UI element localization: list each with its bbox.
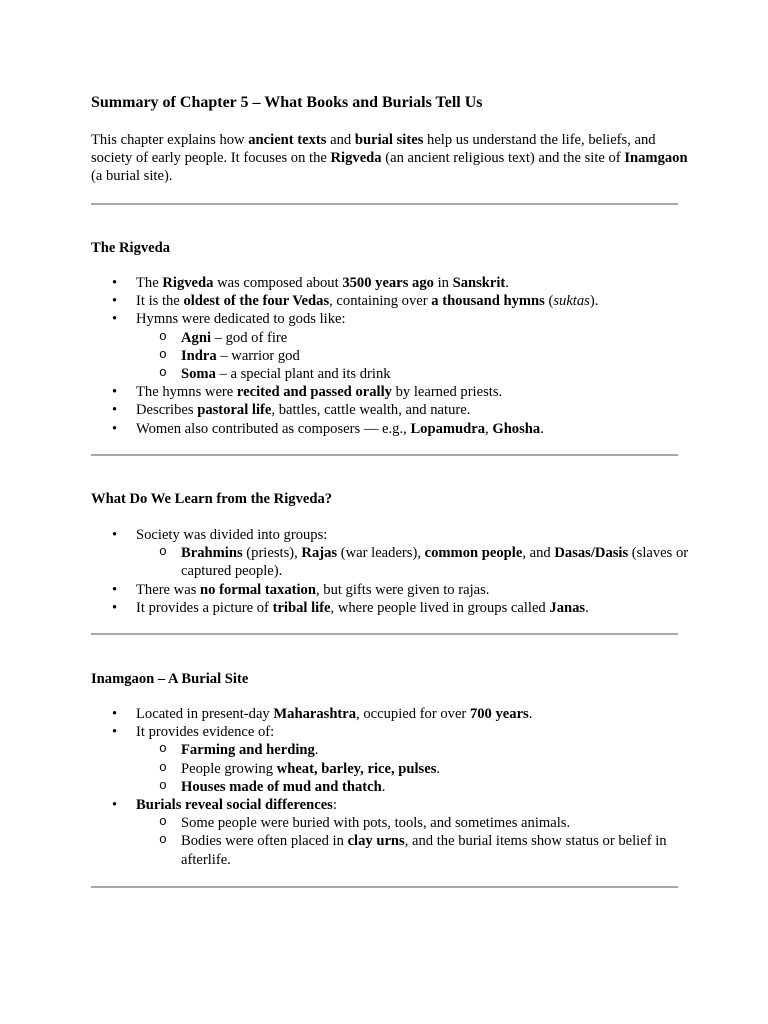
bold-text: a thousand hymns bbox=[431, 293, 545, 310]
section-heading: The Rigveda bbox=[91, 240, 171, 256]
bold-text: tribal life bbox=[272, 599, 331, 616]
bullet-list bbox=[91, 526, 691, 617]
list-item bbox=[91, 383, 691, 401]
bold-text: no formal taxation bbox=[200, 581, 316, 598]
text-run: Society was divided into groups: bbox=[136, 527, 328, 543]
text-run: Describes bbox=[136, 402, 198, 419]
bold-text: Sanskrit bbox=[452, 275, 506, 291]
divider bbox=[91, 203, 678, 205]
bold-text: Burials reveal social differences bbox=[136, 797, 333, 814]
sub-list-item bbox=[136, 832, 691, 868]
list-item bbox=[91, 581, 691, 599]
sub-list-item bbox=[136, 778, 691, 796]
sub-list-item bbox=[136, 347, 691, 365]
bold-text: burial sites bbox=[354, 132, 424, 148]
list-item bbox=[91, 599, 691, 617]
sub-list-item bbox=[136, 329, 691, 347]
text-run: It is the bbox=[136, 293, 184, 310]
sub-list-item bbox=[136, 544, 691, 580]
bold-text: 3500 years ago bbox=[342, 275, 434, 291]
text-run: in bbox=[433, 275, 453, 291]
bold-text: Indra bbox=[181, 347, 217, 364]
text-run: , containing over bbox=[329, 293, 432, 310]
bold-text: Farming and herding bbox=[181, 742, 315, 759]
section-heading: Inamgaon – A Burial Site bbox=[91, 671, 249, 687]
text-run: . bbox=[505, 275, 509, 291]
text-run: ). bbox=[589, 293, 599, 310]
text-run: , but gifts were given to rajas. bbox=[315, 581, 490, 598]
bullet-list bbox=[91, 705, 691, 869]
text-run: Some people were buried with pots, tools, and sometimes animals. bbox=[181, 815, 571, 832]
bold-text: common people bbox=[424, 545, 523, 562]
list-item bbox=[91, 705, 691, 723]
divider bbox=[91, 633, 678, 635]
text-run: and bbox=[326, 132, 355, 148]
sub-list bbox=[136, 329, 691, 384]
bold-text: oldest of the four Vedas bbox=[183, 293, 330, 310]
text-run: , occupied for over bbox=[356, 706, 470, 722]
text-run: (a burial site). bbox=[91, 168, 173, 185]
bold-text: Inamgaon bbox=[624, 150, 688, 167]
bold-text: Rajas bbox=[301, 545, 338, 562]
sub-list bbox=[136, 741, 691, 796]
italic-text: suktas bbox=[553, 293, 590, 310]
bold-text: Brahmins bbox=[181, 545, 243, 562]
text-run: . bbox=[314, 742, 319, 759]
bold-text: Janas bbox=[549, 599, 586, 616]
text-run: It provides a picture of bbox=[136, 599, 273, 616]
sub-list bbox=[136, 544, 691, 580]
divider bbox=[91, 886, 678, 888]
text-run: The bbox=[136, 275, 163, 291]
text-run: , battles, cattle wealth, and nature. bbox=[271, 402, 471, 419]
text-run: Women also contributed as composers — e.g., bbox=[136, 420, 411, 437]
text-run: It provides evidence of: bbox=[136, 724, 275, 741]
bold-text: Rigveda bbox=[162, 275, 214, 291]
text-run: The hymns were bbox=[136, 384, 237, 401]
text-run: – god of fire bbox=[211, 329, 288, 346]
text-run: help us understand the life, beliefs, and society of early people. It focuses on the bbox=[91, 132, 656, 167]
list-item bbox=[91, 526, 691, 581]
sub-list-item bbox=[136, 760, 691, 778]
text-run: (an ancient religious text) and the site of bbox=[381, 150, 625, 167]
bold-text: 700 years bbox=[469, 706, 529, 722]
text-run: There was bbox=[136, 581, 201, 598]
text-run: , where people lived in groups called bbox=[330, 599, 550, 616]
bold-text: Dasas/Dasis bbox=[554, 545, 629, 562]
sub-list-item bbox=[136, 741, 691, 759]
text-run: was composed about bbox=[213, 275, 343, 291]
list-item bbox=[91, 274, 691, 292]
text-run: Hymns were dedicated to gods like: bbox=[136, 311, 346, 328]
bold-text: wheat, barley, rice, pulses bbox=[276, 760, 437, 777]
divider bbox=[91, 454, 678, 456]
bold-text: recited and passed orally bbox=[236, 384, 392, 401]
text-run: Located in present-day bbox=[136, 706, 274, 722]
bold-text: clay urns bbox=[347, 833, 405, 850]
page-title: Summary of Chapter 5 – What Books and Burials Tell Us bbox=[91, 94, 483, 111]
text-run: – a special plant and its drink bbox=[215, 366, 391, 383]
text-run: . bbox=[436, 760, 441, 777]
intro-paragraph bbox=[91, 131, 691, 186]
bold-text: ancient texts bbox=[248, 132, 327, 148]
list-item bbox=[91, 796, 691, 869]
bold-text: Rigveda bbox=[330, 150, 382, 167]
sub-list-item bbox=[136, 814, 691, 832]
list-item bbox=[91, 292, 691, 310]
text-run: , and bbox=[522, 545, 555, 562]
text-run: Bodies were often placed in bbox=[181, 833, 348, 850]
list-item bbox=[91, 401, 691, 419]
sub-list bbox=[136, 814, 691, 869]
section-heading: What Do We Learn from the Rigveda? bbox=[91, 491, 333, 507]
text-run: (priests), bbox=[242, 545, 302, 562]
bold-text: Agni bbox=[181, 329, 212, 346]
bold-text: Houses made of mud and thatch bbox=[181, 778, 382, 795]
list-item bbox=[91, 310, 691, 383]
bullet-list bbox=[91, 274, 691, 438]
sub-list-item bbox=[136, 365, 691, 383]
text-run: . bbox=[540, 420, 544, 437]
list-item bbox=[91, 420, 691, 438]
text-run: People growing bbox=[181, 760, 277, 777]
text-run: , and the burial items show status or belief in afterlife. bbox=[181, 833, 667, 868]
list-item bbox=[91, 723, 691, 796]
bold-text: Ghosha bbox=[492, 420, 541, 437]
text-run: – warrior god bbox=[216, 347, 300, 364]
text-run: , bbox=[485, 420, 493, 437]
text-run: . bbox=[585, 599, 589, 616]
text-run: . bbox=[381, 778, 386, 795]
text-run: ( bbox=[544, 293, 554, 310]
bold-text: Maharashtra bbox=[273, 706, 357, 722]
text-run: This chapter explains how bbox=[91, 132, 249, 148]
text-run: by learned priests. bbox=[391, 384, 503, 401]
text-run: (war leaders), bbox=[337, 545, 425, 562]
text-run: . bbox=[528, 706, 533, 722]
bold-text: Lopamudra bbox=[410, 420, 486, 437]
bold-text: Soma bbox=[181, 366, 216, 383]
bold-text: pastoral life bbox=[197, 402, 272, 419]
text-run: (slaves or captured people). bbox=[181, 545, 689, 580]
text-run: : bbox=[332, 797, 337, 814]
